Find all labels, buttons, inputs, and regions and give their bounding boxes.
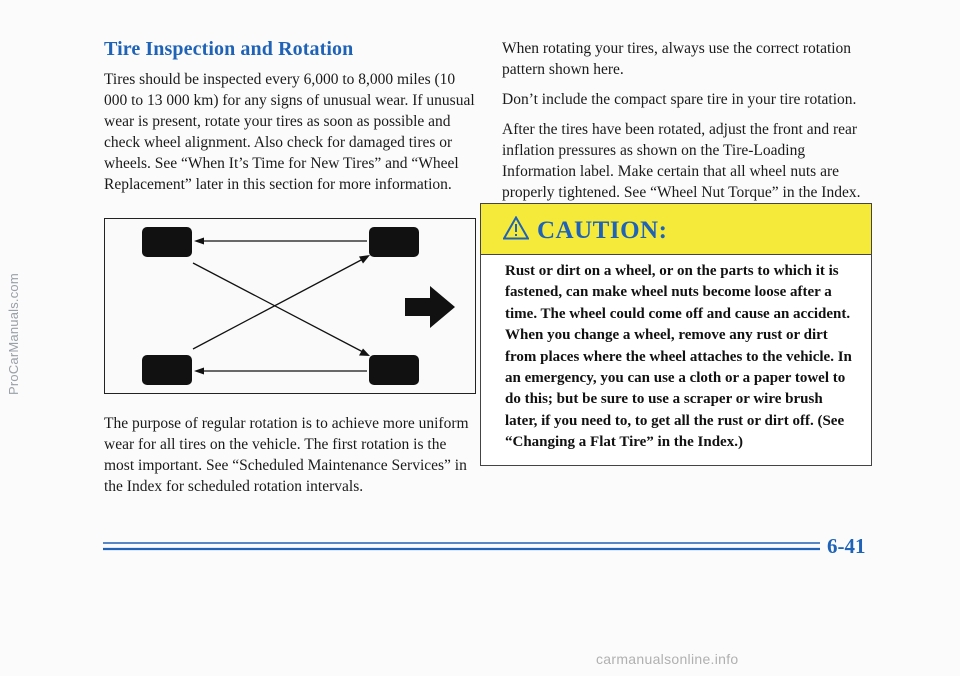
spare-tire-paragraph: Don’t include the compact spare tire in your tire rotation. (502, 91, 857, 108)
footer-watermark: carmanualsonline.info (596, 651, 739, 667)
after-rotation-paragraph: After the tires have been rotated, adjust the front and rear inflation pressures as shown on the Tire-Loading Information label. Make certain that all wheel nuts are properly tightened. See “Wheel Nut Torque” in the Index. (502, 121, 861, 201)
section-title: Tire Inspection and Rotation (104, 38, 354, 60)
rotation-pattern-paragraph: When rotating your tires, always use the correct rotation pattern shown here. (502, 40, 852, 78)
side-watermark: ProCarManuals.com (6, 273, 21, 395)
inspection-paragraph: Tires should be inspected every 6,000 to 8,000 miles (10 000 to 13 000 km) for any signs of unusual wear. If unusual wear is present, rotate your tires as soon as possible and check wheel alignment. Also check for damaged tires or wheels. See “When It’s Time for New Tires” and “Wheel Replacement” later in this section for more information. (104, 71, 475, 193)
purpose-paragraph: The purpose of regular rotation is to achieve more uniform wear for all tires on the vehicle. The first rotation is the most important. See “Scheduled Maintenance Services” in the Index for scheduled rotation intervals. (104, 415, 469, 495)
page-number: 6-41 (827, 534, 866, 558)
caution-text: Rust or dirt on a wheel, or on the parts to which it is fastened, can make wheel nuts become loose after a time. The wheel could come off and cause an accident. When you change a wheel, remove any rust or dirt from places where the wheel attaches to the vehicle. In an emergency, you can use a cloth or a paper towel to do this; but be sure to use a scraper or wire brush later, if you need to, to get all the rust or dirt off. (See “Changing a Flat Tire” in the Index.) (505, 263, 852, 451)
caution-title: CAUTION: (537, 217, 668, 244)
